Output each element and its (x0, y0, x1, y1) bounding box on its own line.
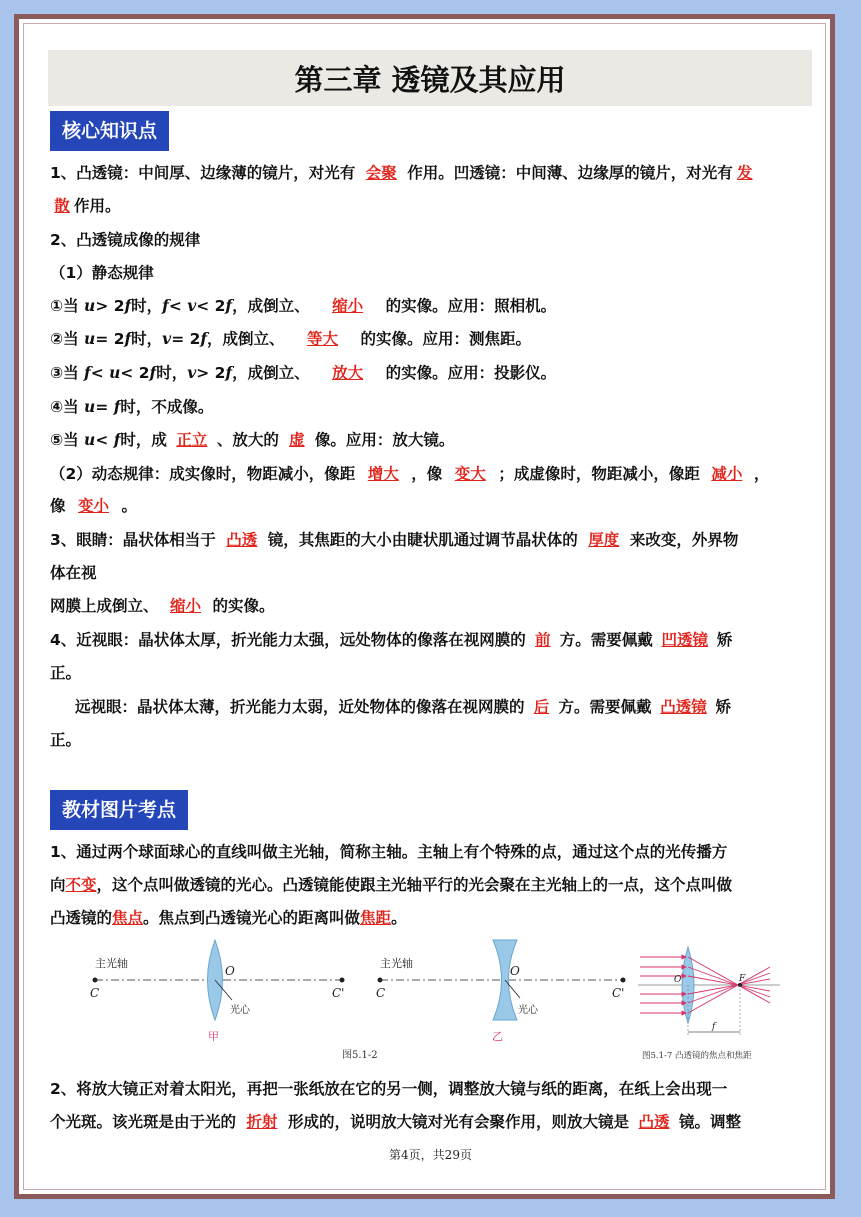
point-f: F (739, 974, 746, 984)
answer: 凸透 (226, 531, 258, 549)
concave-lens-diagram (376, 940, 626, 1043)
hyperopia-line-cont: 正。 (50, 731, 82, 749)
figure-tag: 乙 (492, 1030, 503, 1043)
answer: 后 (533, 698, 550, 716)
axis-line-2: 向不变，这个点叫做透镜的光心。凸透镜能使跟主光轴平行的光会聚在主光轴上的一点，这个点叫做 (50, 876, 733, 894)
answer: 等大 (307, 330, 339, 348)
figure-caption: 图5.1-2 (342, 1050, 378, 1061)
hyperopia-line: 远视眼：晶状体太薄，折光能力太弱，近处物体的像落在视网膜的 后 方。需要佩戴 凸透镜 矫 (75, 698, 732, 716)
answer: 会聚 (365, 164, 397, 182)
answer: 前 (535, 631, 551, 649)
answer: 发 (737, 164, 753, 182)
point-c-prime: C' (612, 986, 625, 1000)
point-o: O (510, 964, 520, 978)
axis-line-1: 1、通过两个球面球心的直线叫做主光轴，简称主轴。主轴上有个特殊的点，通过这个点的光传播方 (50, 843, 728, 861)
section-heading-textbook: 教材图片考点 (50, 790, 188, 830)
answer: 散 (54, 197, 70, 215)
point-o: O (674, 975, 682, 985)
optical-center-label: 光心 (230, 1005, 250, 1016)
point-o: O (225, 964, 235, 978)
line-convex-concave: 1、凸透镜：中间厚、边缘薄的镜片，对光有 会聚 作用。凹透镜：中间薄、边缘厚的镜片，对光有 发 (50, 162, 757, 184)
rule-2: ②当 u= 2f时，v= 2f，成倒立、 等大 的实像。应用：测焦距。 (50, 329, 532, 348)
line-static-rule: （1）静态规律 (50, 264, 154, 282)
answer: 变大 (454, 465, 486, 483)
dynamic-rule-cont: 像 变小 。 (50, 497, 138, 515)
line-rule-title: 2、凸透镜成像的规律 (50, 231, 201, 249)
lens-figure (80, 935, 780, 1070)
axis-label: 主光轴 (380, 957, 413, 970)
figure-tag: 甲 (208, 1030, 219, 1043)
optical-center-label: 光心 (518, 1005, 538, 1016)
answer: 厚度 (588, 531, 620, 549)
dynamic-rule: （2）动态规律：成实像时，物距减小，像距 增大 ，像 变大 ；成虚像时，物距减小，像距 减小 ， (50, 465, 770, 483)
answer: 凹透镜 (661, 631, 709, 649)
answer: 凸透 (638, 1113, 670, 1131)
myopia-line: 4、近视眼：晶状体太厚，折光能力太强，远处物体的像落在视网膜的 前 方。需要佩戴 凹透镜 矫 (50, 631, 733, 649)
myopia-line-cont: 正。 (50, 664, 82, 682)
point-c: C (90, 986, 100, 1000)
point-c: C (376, 986, 386, 1000)
answer: 缩小 (332, 297, 364, 315)
eye-line: 3、眼睛：晶状体相当于 凸透 镜，其焦距的大小由睫状肌通过调节晶状体的 厚度 来改变，外界物 (50, 531, 739, 549)
answer: 不变 (65, 876, 97, 894)
point-c-prime: C' (332, 986, 345, 1000)
rule-4: ④当 u= f时，不成像。 (50, 397, 214, 416)
section-heading-core: 核心知识点 (50, 111, 169, 151)
focal-point-diagram (638, 947, 780, 1061)
answer: 虚 (289, 431, 305, 449)
figure-caption: 图5.1-7 凸透镜的焦点和焦距 (642, 1051, 752, 1061)
answer: 焦点 (112, 909, 144, 927)
eye-line-retina: 网膜上成倒立、 缩小 的实像。 (50, 597, 275, 615)
page-number: 第4页，共29页 (389, 1148, 472, 1162)
rule-1: ①当 u> 2f时，f< v< 2f，成倒立、 缩小 的实像。应用：照相机。 (50, 296, 557, 315)
line-convex-concave-cont: 散 作用。 (50, 195, 121, 217)
answer: 变小 (78, 497, 110, 515)
answer: 正立 (176, 431, 208, 449)
answer: 焦距 (360, 909, 392, 927)
answer: 增大 (367, 465, 399, 483)
convex-lens-diagram (90, 940, 345, 1043)
rule-5: ⑤当 u< f时，成 正立 、放大的 虚 像。应用：放大镜。 (50, 430, 455, 449)
answer: 缩小 (170, 597, 202, 615)
answer: 减小 (711, 465, 743, 483)
answer: 折射 (246, 1113, 278, 1131)
magnifier-line-1: 2、将放大镜正对着太阳光，再把一张纸放在它的另一侧，调整放大镜与纸的距离，在纸上会出现一 (50, 1080, 728, 1098)
answer: 凸透镜 (660, 698, 707, 716)
page-title: 第三章 透镜及其应用 (48, 50, 812, 106)
axis-label: 主光轴 (95, 957, 128, 970)
magnifier-line-2: 个光斑。该光斑是由于光的 折射 形成的，说明放大镜对光有会聚作用，则放大镜是 凸透 镜。调整 (50, 1113, 742, 1131)
axis-line-3: 凸透镜的焦点。焦点到凸透镜光心的距离叫做焦距。 (50, 909, 407, 927)
focal-length-label: f (712, 1022, 716, 1032)
rule-3: ③当 f< u< 2f时，v> 2f，成倒立、 放大 的实像。应用：投影仪。 (50, 363, 557, 382)
eye-line-cont: 体在视 (50, 564, 97, 582)
answer: 放大 (332, 364, 364, 382)
